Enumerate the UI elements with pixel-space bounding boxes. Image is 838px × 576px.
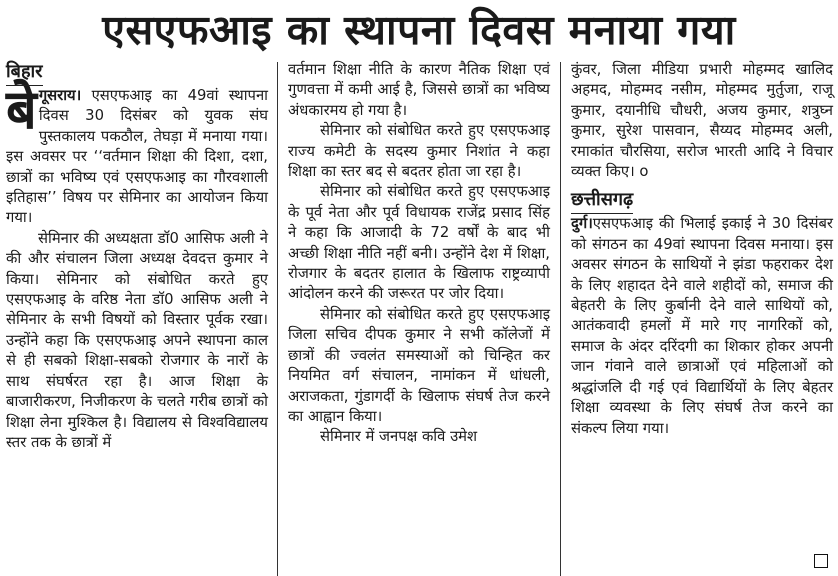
bihar-paragraph-2: सेमिनार की अध्यक्षता डॉ0 आसिफ अली ने की और संचालन जिला अध्यक्ष देवदत्त कुमार ने किया। सेमिनार को संबोधित करते हुए एसएफआइ के वरिष्ठ नेता डॉ0 आसिफ अली ने सेमिनार के सभी विषयों को विस्तार पूर्वक रखा। उन्होंने कहा कि एसएफआइ अपने स्थापना काल से ही सबको शिक्षा-सबको रोजगार के नारों के साथ संघर्षरत रहा है। आज शिक्षा के बाजारीकरण, निजीकरण के चलते गरीब छात्रों को शिक्षा लेना मुश्किल है। विद्यालय से विश्वविद्यालय स्तर तक के छात्रों में [6, 229, 268, 451]
column-3 [571, 60, 833, 576]
column-divider [560, 62, 561, 576]
column-2 [288, 60, 550, 576]
chhattisgarh-paragraph-1-text: एसएफआइ की भिलाई इकाई ने 30 दिसंबर को संगठन का 49वां स्थापना दिवस मनाया। इस अवसर संगठन के साथियों ने झंडा फहराकर देश के लिए शहादत देने वाले शहीदों को, समाज की बेहतरी के लिए कुर्बानी देने वाले साथियों को, आतंकवादी हमलों में मारे गए नागरिकों को, समाज के अंदर दरिंदगी का शिकार होकर अपनी जान गंवाने वाले छात्राओं एवं महिलाओं को श्रद्धांजलि दी गई एवं विद्यार्थियों के लिए बेहतर शिक्षा व्यवस्था के लिए संघर्ष तेज करने का संकल्प लिया गया। [571, 215, 833, 437]
headline: एसएफआइ का स्थापना दिवस मनाया गया [102, 6, 736, 54]
chhattisgarh-paragraph-1 [571, 214, 833, 438]
drop-cap: बे [6, 78, 37, 141]
bihar-paragraph-8: कुंवर, जिला मीडिया प्रभारी मोहम्मद खालिद अहमद, मोहम्मद नसीम, मोहम्मद मुर्तुजा, राजू कुमार, दयानीधि चौधरी, अजय कुमार, शत्रुघ्न कुमार, सुरेश पासवान, सैय्यद मोहम्मद अली, रमाकांत चौरसिया, सरोज भारती आदि ने विचार व्यक्त किए। o [571, 61, 833, 181]
section-heading-bihar: बिहार [6, 60, 43, 86]
column-1 [6, 60, 268, 576]
section-heading-chhattisgarh: छत्तीसगढ़ [571, 188, 633, 214]
bihar-paragraph-3: वर्तमान शिक्षा नीति के कारण नैतिक शिक्षा एवं गुणवत्ता में कमी आई है, जिससे छात्रों का भविष्य अंधकारमय हो गया है। [288, 61, 550, 119]
bihar-paragraph-5: सेमिनार को संबोधित करते हुए एसएफआइ के पूर्व नेता और पूर्व विधायक राजेंद्र प्रसाद सिंह ने कहा कि आजादी के 72 वर्षों के बाद भी अच्छी शिक्षा नीति नहीं बनी। उन्होंने देश में शिक्षा, रोजगार के बदतर हालात के खिलाफ राष्ट्रव्यापी आंदोलन करने की जरूरत पर जोर दिया। [288, 183, 550, 303]
end-mark-box [814, 554, 828, 568]
column-divider [277, 62, 278, 576]
bihar-paragraph-1 [6, 78, 268, 229]
bihar-paragraph-1-text: एसएफआइ का 49वां स्थापना दिवस 30 दिसंबर को युवक संघ पुस्तकालय पकठौल, तेघड़ा में मनाया गया। इस अवसर पर ‘‘वर्तमान शिक्षा की दिशा, दशा, छात्रों का भविष्य एवं एसएफआइ का गौरवशाली इतिहास’’ विषय पर सेमिनार का आयोजन किया गया। [6, 87, 268, 227]
bihar-paragraph-4: सेमिनार को संबोधित करते हुए एसएफआइ राज्य कमेटी के सदस्य कुमार निशांत ने कहा शिक्षा का स्तर बद से बदतर होता जा रहा है। [288, 122, 550, 181]
bihar-paragraph-6: सेमिनार को संबोधित करते हुए एसएफआइ जिला सचिव दीपक कुमार ने सभी कॉलेजों में छात्रों की ज्वलंत समस्याओं को चिन्हित कर नियमित वर्ग संचालन, नामांकन में धांधली, अराजकता, गुंडागर्दी के खिलाफ संघर्ष तेज करने का आह्वान किया। [288, 305, 550, 425]
bihar-paragraph-7: सेमिनार में जनपक्ष कवि उमेश [320, 428, 478, 446]
dateline-durg: दुर्ग। [571, 215, 593, 233]
dateline-begusarai: गूसराय। [38, 87, 82, 104]
